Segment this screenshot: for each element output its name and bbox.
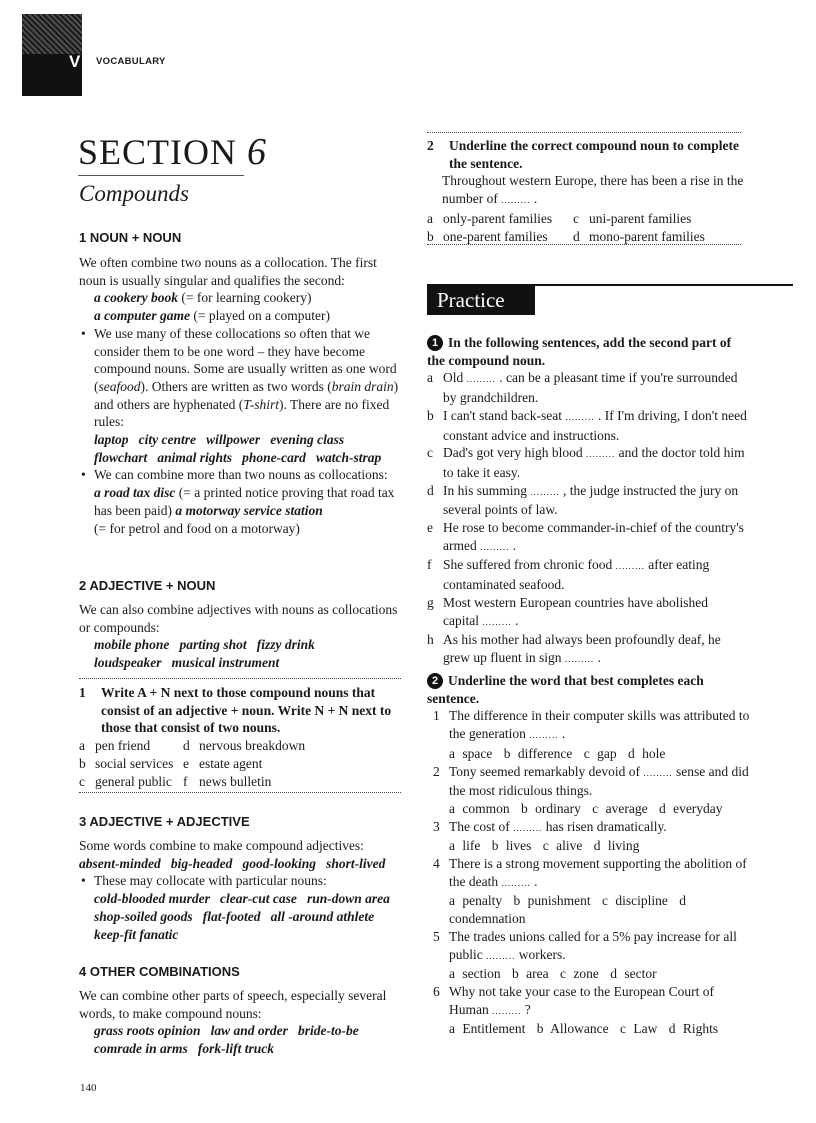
- option-text: sector: [624, 966, 657, 982]
- answer-blank[interactable]: .........: [486, 950, 516, 961]
- heading-adjective-adjective: 3 ADJECTIVE + ADJECTIVE: [79, 814, 250, 829]
- item-text: He rose to become commander-in-chief of the country's armed: [443, 520, 744, 553]
- option-text: area: [526, 966, 549, 982]
- answer-option[interactable]: [504, 746, 577, 761]
- exercise-1: [79, 684, 401, 790]
- item-letter: c: [427, 445, 433, 461]
- answer-blank[interactable]: .........: [529, 730, 559, 741]
- answer-options: [449, 837, 757, 855]
- item-letter: f: [427, 557, 432, 573]
- tab-letter: V: [69, 52, 81, 71]
- answer-blank[interactable]: .........: [530, 486, 560, 497]
- item-number: 1: [433, 708, 440, 724]
- option-letter: a: [449, 838, 455, 854]
- word-list: laptop city centre willpower evening class: [94, 432, 345, 448]
- divider: [427, 132, 741, 133]
- item-text: There is a strong movement supporting the abolition of the death: [449, 856, 747, 889]
- word-list: loudspeaker musical instrument: [94, 655, 280, 671]
- option-letter: d: [610, 966, 617, 982]
- item-text-end: .: [561, 726, 566, 742]
- option-text: Allowance: [550, 1021, 609, 1037]
- option-text: Entitlement: [462, 1021, 526, 1037]
- question-item: [427, 707, 757, 762]
- option-text: common: [462, 800, 510, 816]
- option-text: alive: [556, 838, 583, 854]
- option-letter: a: [449, 966, 455, 982]
- answer-option[interactable]: [560, 966, 603, 981]
- option-text: life: [462, 838, 481, 854]
- answer-options: [449, 965, 757, 983]
- question-heading: 2 Underline the word that best completes each sentence.: [427, 673, 704, 706]
- option-letter: b: [503, 745, 511, 761]
- exercise-2: [427, 137, 747, 245]
- example-note: (= for learning cookery): [177, 290, 312, 306]
- practice-question-1: [427, 334, 747, 669]
- example: a computer game: [94, 308, 190, 324]
- question-items: [427, 707, 757, 1038]
- answer-option[interactable]: [543, 838, 587, 853]
- answer-option[interactable]: [492, 838, 536, 853]
- word-list: shop-soiled goods flat-footed all -around athlete: [94, 908, 375, 924]
- exercise-item: e estate agent: [183, 755, 263, 771]
- item-text-end: . If I'm driving, I don't need constant advice and instructions.: [443, 407, 747, 443]
- question-heading: 1 In the following sentences, add the second part of the compound noun.: [427, 335, 732, 368]
- exercise-sentence: Throughout western Europe, there has been a rise in the number of ......... .: [442, 173, 744, 207]
- item-text-end: , the judge instructed the jury on several points of law.: [443, 482, 739, 518]
- option-letter: c: [583, 745, 590, 761]
- item-text-end: .: [514, 612, 519, 628]
- option-letter: d: [658, 800, 666, 816]
- question-item: [427, 928, 757, 983]
- option-letter: c: [559, 966, 566, 982]
- option-letter: b: [536, 1021, 544, 1037]
- item-text: The trades unions called for a 5% pay increase for all public: [449, 928, 737, 962]
- answer-option[interactable]: [620, 1021, 661, 1036]
- example: a cookery book: [94, 290, 178, 306]
- question-item: [427, 369, 747, 406]
- item-letter: a: [427, 370, 433, 386]
- option-text: living: [607, 838, 640, 854]
- question-item: [427, 519, 747, 556]
- question-items: [427, 369, 747, 668]
- page-number: 140: [80, 1082, 97, 1094]
- adjective-adjective-block: [79, 837, 404, 943]
- question-item: [427, 631, 747, 668]
- option-letter: d: [679, 893, 686, 909]
- option[interactable]: c uni-parent families: [573, 210, 692, 226]
- option-text: condemnation: [449, 911, 526, 927]
- answer-option[interactable]: [659, 801, 727, 816]
- option-text: lives: [505, 838, 532, 854]
- example-note: (= played on a computer): [190, 308, 330, 324]
- answer-option[interactable]: [449, 838, 484, 853]
- option-letter: c: [542, 838, 549, 854]
- item-text: Dad's got very high blood: [443, 445, 583, 461]
- exercise-instruction: 1 Write A + N next to those compound nouns that consist of an adjective + noun. Write N + N next to those that consist of two nouns.: [79, 685, 392, 736]
- example: a road tax disc (= a printed notice proving that road tax has been paid) a motorway service station: [94, 485, 395, 518]
- option-text: section: [462, 966, 501, 982]
- word-list: grass roots opinion law and order bride-to-be: [94, 1023, 359, 1039]
- answer-blank[interactable]: .........: [466, 374, 496, 385]
- option-letter: c: [602, 893, 608, 909]
- option-letter: a: [449, 1021, 455, 1037]
- option-text: penalty: [462, 893, 503, 909]
- exercise-item: a pen friend: [79, 738, 151, 754]
- answer-options: [449, 800, 757, 818]
- option-text: Rights: [682, 1021, 719, 1037]
- option-letter: a: [449, 745, 455, 761]
- question-item: [427, 818, 757, 855]
- heading-adjective-noun: 2 ADJECTIVE + NOUN: [79, 578, 216, 593]
- exercise-options: [427, 210, 747, 245]
- answer-option[interactable]: [594, 838, 644, 853]
- option-letter: b: [513, 893, 521, 909]
- paragraph: Some words combine to make compound adjectives:: [79, 838, 364, 853]
- option-text: hole: [642, 745, 666, 761]
- option-text: punishment: [527, 893, 591, 909]
- item-text-end: .: [597, 649, 601, 665]
- item-text-end: workers.: [518, 946, 566, 962]
- divider: [79, 678, 401, 679]
- answer-blank[interactable]: .........: [501, 877, 531, 888]
- word-list: comrade in arms fork-lift truck: [94, 1041, 275, 1057]
- answer-blank[interactable]: .........: [480, 541, 510, 552]
- question-number-badge: 1: [427, 335, 443, 351]
- item-number: 2: [433, 763, 440, 779]
- answer-blank[interactable]: .........: [586, 449, 616, 460]
- example-note: (= for petrol and food on a motorway): [94, 520, 300, 536]
- section-title-text: SECTION: [78, 132, 237, 172]
- exercise-item: d nervous breakdown: [183, 738, 306, 754]
- answer-option[interactable]: [537, 1021, 613, 1036]
- option[interactable]: d mono-parent families: [573, 228, 705, 244]
- answer-option[interactable]: [610, 966, 660, 981]
- divider: [79, 792, 401, 793]
- item-text-end: .: [512, 537, 517, 553]
- paragraph: We can combine other parts of speech, especially several words, to make compound nouns:: [79, 988, 387, 1021]
- option-text: space: [462, 745, 493, 761]
- noun-noun-block: [79, 254, 404, 537]
- exercise-item: b social services: [79, 755, 174, 771]
- answer-blank[interactable]: .........: [643, 767, 673, 778]
- item-text-end: . can be a pleasant time if you're surrounded by grandchildren.: [443, 370, 738, 406]
- item-number: 6: [433, 983, 440, 999]
- answer-blank[interactable]: .........: [492, 1005, 522, 1016]
- adjective-noun-block: [79, 601, 404, 672]
- answer-option[interactable]: [449, 1021, 529, 1036]
- item-text: She suffered from chronic food: [443, 557, 613, 573]
- exercise-instruction: 2 Underline the correct compound noun to complete the sentence.: [427, 138, 739, 171]
- question-item: [427, 763, 757, 818]
- option-text: difference: [517, 745, 573, 761]
- bullet-point: • We can combine more than two nouns as collocations:: [79, 466, 404, 484]
- word-list: cold-blooded murder clear-cut case run-down area: [94, 891, 390, 907]
- item-number: 4: [433, 856, 440, 872]
- bullet-point: • These may collocate with particular nouns:: [79, 872, 404, 890]
- option-letter: d: [627, 745, 635, 761]
- word-list: keep-fit fanatic: [94, 926, 179, 942]
- answer-options: [449, 745, 757, 763]
- option-text: average: [605, 800, 648, 816]
- item-text-end: sense and did the most ridiculous things.: [449, 763, 749, 799]
- option-letter: b: [512, 966, 519, 982]
- option-text: zone: [573, 966, 599, 982]
- exercise-item: f news bulletin: [183, 773, 272, 789]
- item-letter: d: [427, 482, 434, 498]
- heading-other-combinations: 4 OTHER COMBINATIONS: [79, 964, 240, 979]
- option-text: gap: [597, 745, 617, 761]
- item-text: Most western European countries have abolished capital: [443, 594, 709, 628]
- option-letter: b: [521, 800, 528, 816]
- heading-noun-noun: 1 NOUN + NOUN: [79, 230, 182, 245]
- question-item: [427, 482, 747, 519]
- option-text: Law: [633, 1021, 658, 1037]
- answer-blank[interactable]: .........: [513, 822, 543, 833]
- question-number-badge: 2: [427, 673, 443, 689]
- answer-option[interactable]: [628, 746, 669, 761]
- item-number: 3: [433, 818, 440, 834]
- answer-option[interactable]: [669, 1021, 722, 1036]
- item-text-end: after eating contaminated seafood.: [443, 557, 710, 593]
- exercise-item: c general public: [79, 773, 172, 789]
- item-text-end: and the doctor told him to take it easy.: [443, 445, 745, 480]
- item-text-end: .: [534, 873, 538, 889]
- question-item: [427, 983, 757, 1038]
- divider: [427, 244, 741, 245]
- option-letter: d: [668, 1021, 676, 1037]
- answer-blank[interactable]: .........: [564, 653, 595, 664]
- answer-option[interactable]: [592, 801, 651, 816]
- section-number: 6: [247, 131, 267, 173]
- answer-blank[interactable]: .........: [615, 561, 645, 572]
- option-text: everyday: [673, 800, 723, 816]
- option-letter: b: [491, 838, 499, 854]
- answer-blank[interactable]: .........: [565, 411, 595, 422]
- option-letter: c: [592, 800, 599, 816]
- exercise-items: [79, 737, 401, 790]
- answer-option[interactable]: [514, 893, 595, 908]
- other-combinations-block: [79, 987, 404, 1058]
- item-text-end: ?: [524, 1001, 531, 1017]
- option[interactable]: b one-parent families: [427, 228, 548, 244]
- paragraph: We can also combine adjectives with nouns as collocations or compounds:: [79, 602, 398, 635]
- option-text: discipline: [615, 893, 668, 909]
- item-letter: b: [427, 407, 434, 423]
- answer-option[interactable]: [449, 966, 505, 981]
- answer-option[interactable]: [602, 893, 672, 908]
- option-letter: a: [449, 893, 455, 909]
- question-item: [427, 444, 747, 481]
- answer-options: [449, 892, 757, 927]
- answer-options: [449, 1020, 757, 1038]
- option[interactable]: a only-parent families: [427, 210, 553, 226]
- paragraph: We often combine two nouns as a collocation. The first noun is usually singular and qualifies the second:: [79, 255, 377, 288]
- section-divider: [78, 175, 244, 176]
- option-text: ordinary: [535, 800, 581, 816]
- answer-option[interactable]: [584, 746, 621, 761]
- item-text: Tony seemed remarkably devoid of: [449, 763, 640, 779]
- practice-banner: Practice: [427, 285, 535, 315]
- practice-question-2: [427, 672, 757, 1038]
- section-subtitle: Compounds: [79, 181, 189, 206]
- item-text: In his summing: [443, 482, 528, 498]
- item-text: I can't stand back-seat: [443, 407, 563, 423]
- item-number: 5: [433, 928, 440, 944]
- item-text-end: has risen dramatically.: [545, 818, 667, 834]
- answer-option[interactable]: [512, 966, 553, 981]
- word-list: mobile phone parting shot fizzy drink: [94, 637, 315, 653]
- answer-option[interactable]: [449, 746, 496, 761]
- option-letter: d: [593, 838, 601, 854]
- option-letter: a: [449, 800, 455, 816]
- answer-option[interactable]: [449, 801, 514, 816]
- item-letter: e: [427, 520, 433, 536]
- question-item: [427, 594, 747, 631]
- item-letter: h: [427, 632, 434, 648]
- item-text: Old: [443, 370, 464, 386]
- answer-blank[interactable]: .........: [482, 616, 512, 627]
- item-text: Why not take your case to the European Court of Human: [449, 983, 715, 1017]
- vocabulary-label: VOCABULARY: [96, 56, 166, 67]
- answer-option[interactable]: [521, 801, 585, 816]
- section-title: [78, 130, 267, 174]
- item-text: As his mother had always been profoundly deaf, he grew up fluent in sign: [443, 632, 721, 665]
- item-text: The cost of: [449, 818, 510, 834]
- question-item: [427, 407, 747, 444]
- item-letter: g: [427, 594, 434, 610]
- vocabulary-tab: [22, 14, 82, 96]
- bullet-point: • We use many of these collocations so often that we consider them to be one word – they have become compound nouns. Some are usually written as one word (seafood). Others are written as two words (brain drain) and others are hyphenated (T-shirt). There are no fixed rules:: [79, 325, 404, 431]
- word-list: absent-minded big-headed good-looking short-lived: [79, 855, 386, 871]
- answer-option[interactable]: [449, 893, 506, 908]
- question-item: [427, 855, 757, 928]
- item-text: The difference in their computer skills was attributed to the generation: [449, 708, 750, 742]
- word-list: flowchart animal rights phone-card watch-strap: [94, 449, 382, 465]
- question-item: [427, 556, 747, 593]
- option-letter: c: [620, 1021, 626, 1037]
